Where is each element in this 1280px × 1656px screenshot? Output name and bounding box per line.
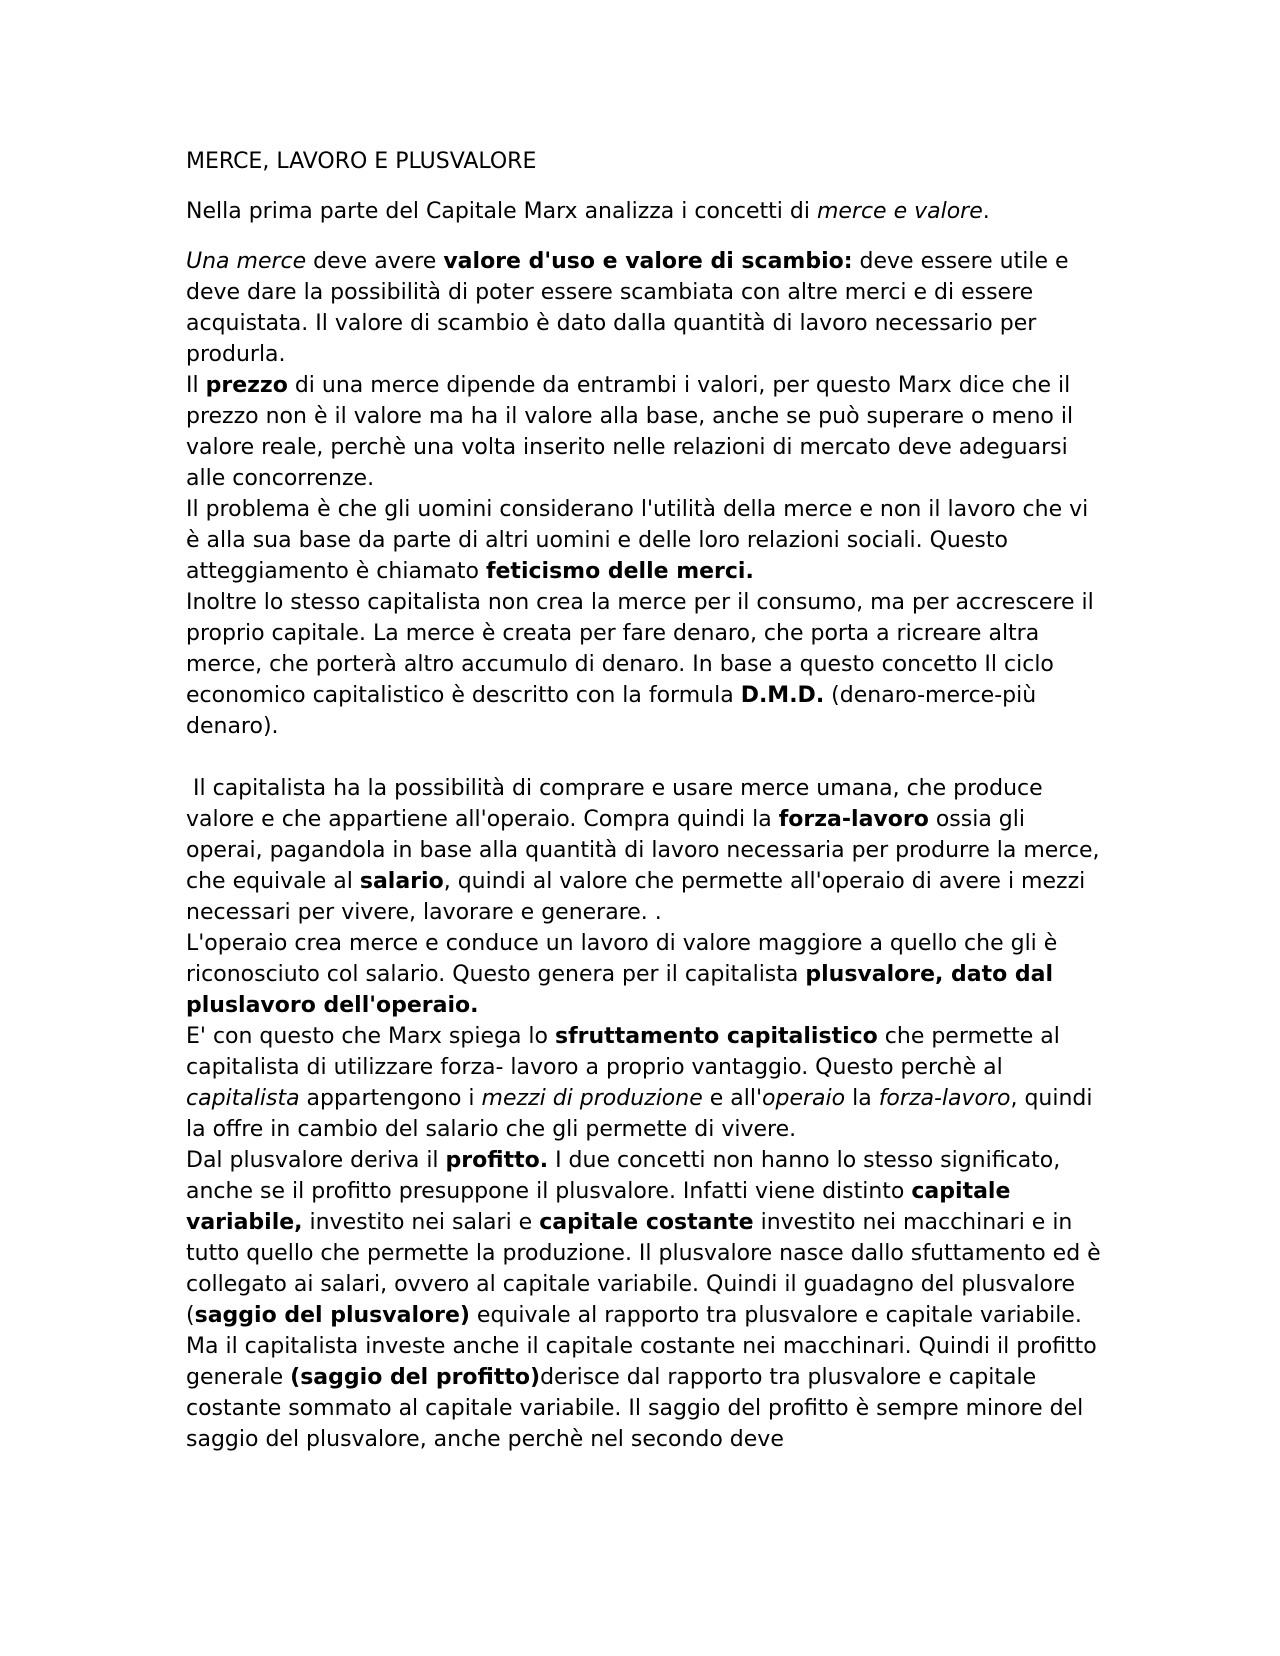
bold-text: (saggio del profitto) <box>290 1365 541 1390</box>
text: I due concetti non hanno lo stesso significato, anche se il profitto presuppone il plusvalore. Infatti viene distinto <box>186 1148 1061 1204</box>
text: e all' <box>702 1086 763 1111</box>
paragraph-intro <box>186 196 1106 227</box>
text: di una merce dipende da entrambi i valori, per questo Marx dice che il prezzo non è il valore ma ha il valore alla base, anche se può superare o meno il valore reale, perchè una volta inserito nelle relazioni di mercato deve adeguarsi alle concorrenze. <box>186 373 1074 491</box>
bold-text: plusvalore, dato dal pluslavoro dell'operaio. <box>186 962 1054 1018</box>
text: Inoltre lo stesso capitalista non crea la merce per il consumo, ma per accrescere il proprio capitale. La merce è creata per fare denaro, che porta a ricreare altra merce, che porterà altro accumulo di denaro. In base a questo concetto Il ciclo economico capitalistico è descritto con la formula <box>186 590 1094 708</box>
text: deve avere <box>306 249 444 274</box>
text: E' con questo che Marx spiega lo <box>186 1024 555 1049</box>
text: Dal plusvalore deriva il <box>186 1148 446 1173</box>
bold-text: forza-lavoro <box>778 807 929 832</box>
text: Il <box>186 373 206 398</box>
text: . <box>982 199 990 224</box>
italic-text: forza-lavoro <box>878 1086 1011 1111</box>
paragraph-saggio-profitto <box>186 1331 1106 1455</box>
bold-text: capitale variabile, <box>186 1179 1011 1235</box>
italic-text: merce e valore <box>816 199 983 224</box>
text: investito nei macchinari e in tutto quello che permette la produzione. Il plusvalore nasce dallo sfuttamento ed è collegato ai salari, ovvero al capitale variabile. Quindi il guadagno del plusvalore ( <box>186 1210 1101 1328</box>
italic-text: operaio <box>762 1086 846 1111</box>
paragraph-merce <box>186 246 1106 370</box>
bold-text: feticismo delle merci. <box>485 559 754 584</box>
paragraph-profitto <box>186 1145 1106 1331</box>
text: Nella prima parte del Capitale Marx analizza i concetti di <box>186 199 817 224</box>
bold-text: D.M.D. <box>740 683 825 708</box>
bold-text: sfruttamento capitalistico <box>555 1024 878 1049</box>
text: la <box>845 1086 879 1111</box>
text: , quindi al valore che permette all'operaio di avere i mezzi necessari per vivere, lavorare e generare. . <box>186 869 1086 925</box>
paragraph-sfruttamento <box>186 1021 1106 1145</box>
italic-text: mezzi di produzione <box>481 1086 703 1111</box>
text: L'operaio crea merce e conduce un lavoro di valore maggiore a quello che gli è riconosciuto col salario. Questo genera per il capitalista <box>186 931 1058 987</box>
text: investito nei salari e <box>302 1210 540 1235</box>
text: deve essere utile e deve dare la possibilità di poter essere scambiata con altre merci e di essere acquistata. Il valore di scambio è dato dalla quantità di lavoro necessario per produrla. <box>186 249 1069 367</box>
bold-text: capitale costante <box>539 1210 754 1235</box>
bold-text: salario <box>359 869 444 894</box>
text: Il capitalista ha la possibilità di comprare e usare merce umana, che produce valore e che appartiene all'operaio. Compra quindi la <box>186 776 1050 832</box>
text: equivale al rapporto tra plusvalore e capitale variabile. <box>469 1303 1082 1328</box>
text: che permette al capitalista di utilizzare forza- lavoro a proprio vantaggio. Questo perchè al <box>186 1024 1060 1080</box>
bold-text: saggio del plusvalore) <box>194 1303 470 1328</box>
bold-text: valore d'uso e valore di scambio: <box>443 249 853 274</box>
paragraph-dmd <box>186 587 1106 742</box>
text: (denaro-merce-più denaro). <box>186 683 1037 739</box>
paragraph-prezzo <box>186 370 1106 494</box>
bold-text: prezzo <box>205 373 288 398</box>
text: appartengono i <box>299 1086 482 1111</box>
paragraph-forza-lavoro <box>186 773 1106 928</box>
document-title: MERCE, LAVORO E PLUSVALORE <box>186 149 537 174</box>
text: Ma il capitalista investe anche il capitale costante nei macchinari. Quindi il profitto generale <box>186 1334 1097 1390</box>
bold-text: profitto. <box>445 1148 549 1173</box>
text: Il problema è che gli uomini considerano l'utilità della merce e non il lavoro che vi è alla sua base da parte di altri uomini e delle loro relazioni sociali. Questo atteggiamento è chiamato <box>186 497 1089 584</box>
text: derisce dal rapporto tra plusvalore e capitale costante sommato al capitale variabile. Il saggio del profitto è sempre minore del saggio del plusvalore, anche perchè nel secondo deve <box>186 1365 1084 1452</box>
paragraph-plusvalore <box>186 928 1106 1021</box>
paragraph-feticismo <box>186 494 1106 587</box>
italic-text: capitalista <box>186 1086 300 1111</box>
italic-text: Una merce <box>186 249 307 274</box>
text: , quindi la offre in cambio del salario che gli permette di vivere. <box>186 1086 1093 1142</box>
document-body <box>186 146 1106 1455</box>
text: ossia gli operai, pagandola in base alla quantità di lavoro necessaria per produrre la merce, che equivale al <box>186 807 1100 894</box>
